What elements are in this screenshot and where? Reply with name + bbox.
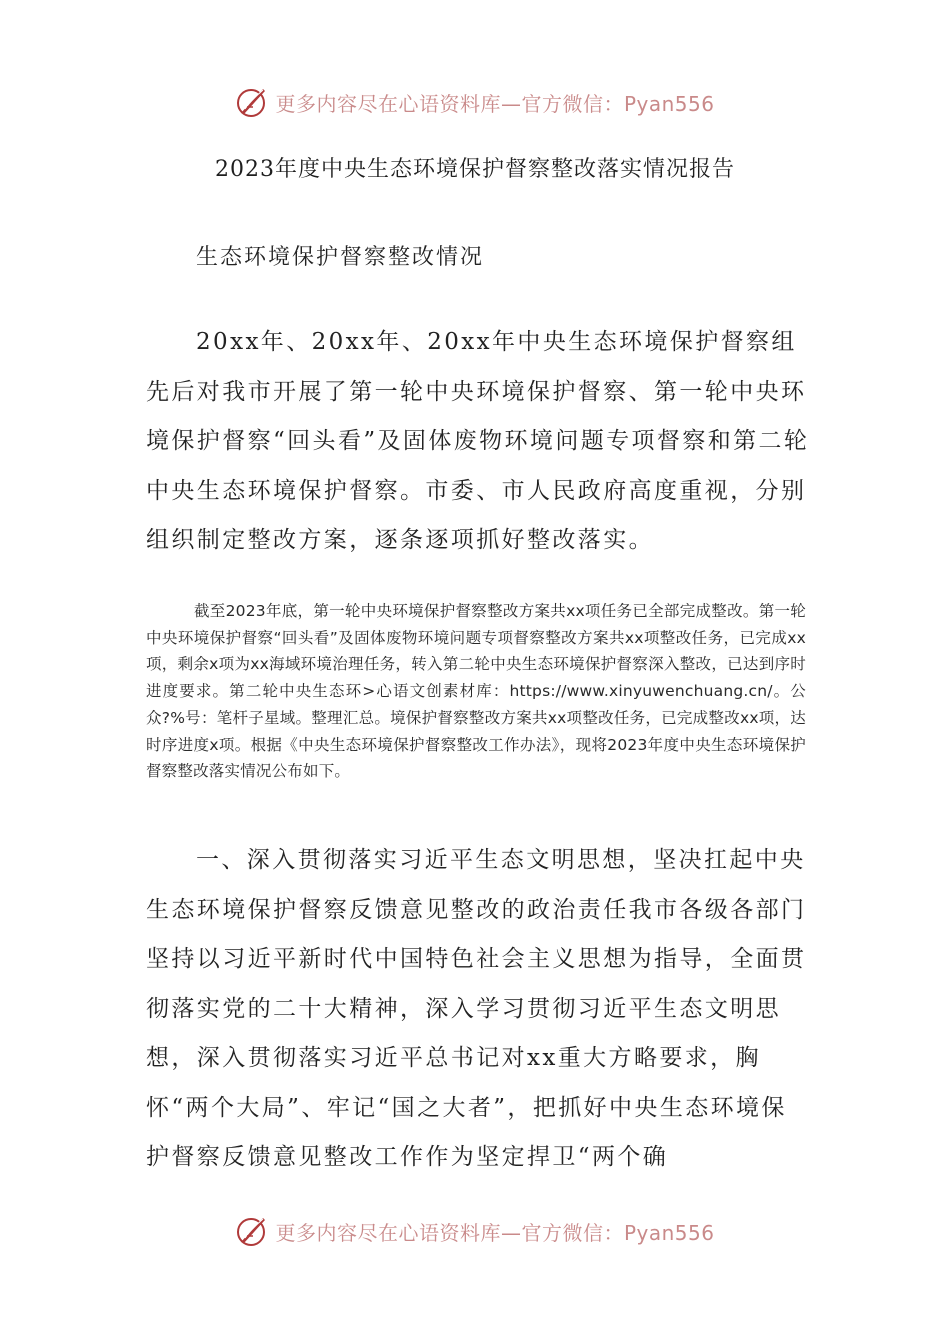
paragraph-progress: 截至2023年底，第一轮中央环境保护督察整改方案共xx项任务已全部完成整改。第一轮中央环境保护督察“回头看”及固体废物环境问题专项督察整改方案共xx项整改任务，已完成xx项，剩余x项为xx海域环境治理任务，转入第二轮中央生态环境保护督察深入整改，已达到序时进度要求。第二轮中央生态环>心语文创素材库：https://www.xinyuwenchuang.cn/。公众?%号：笔杆子星域。整理汇总。境保护督察整改方案共xx项整改任务，已完成整改xx项，达时序进度x项。根据《中央生态环境保护督察整改工作办法》，现将2023年度中央生态环境保护督察整改落实情况公布如下。 xyxy=(146,602,806,781)
paragraph-intro: 20xx年、20xx年、20xx年中央生态环境保护督察组先后对我市开展了第一轮中央环境保护督察、第一轮中央环境保护督察“回头看”及固体废物环境问题专项督察和第二轮中央生态环境保护督察。市委、市人民政府高度重视，分别组织制定整改方案，逐条逐项抓好整改落实。 xyxy=(146,329,810,553)
header-watermark-banner xyxy=(0,80,950,124)
section-heading: 生态环境保护督察整改情况 xyxy=(196,245,485,270)
quill-logo-icon xyxy=(235,85,269,119)
watermark-text: 更多内容尽在心语资料库—官方微信：Pyan556 xyxy=(275,1220,715,1245)
watermark-text: 更多内容尽在心语资料库—官方微信：Pyan556 xyxy=(275,91,715,116)
paragraph-section-one: 一、深入贯彻落实习近平生态文明思想，坚决扛起中央生态环境保护督察反馈意见整改的政治责任我市各级各部门坚持以习近平新时代中国特色社会主义思想为指导，全面贯彻落实党的二十大精神，深入学习贯彻习近平生态文明思想，深入贯彻落实习近平总书记对xx重大方略要求，胸怀“两个大局”、牢记“国之大者”，把抓好中央生态环境保护督察反馈意见整改工作作为坚定捍卫“两个确 xyxy=(146,847,807,1170)
footer-watermark-banner xyxy=(0,1209,950,1253)
document-title: 2023年度中央生态环境保护督察整改落实情况报告 xyxy=(215,157,735,182)
quill-logo-icon xyxy=(235,1214,269,1248)
